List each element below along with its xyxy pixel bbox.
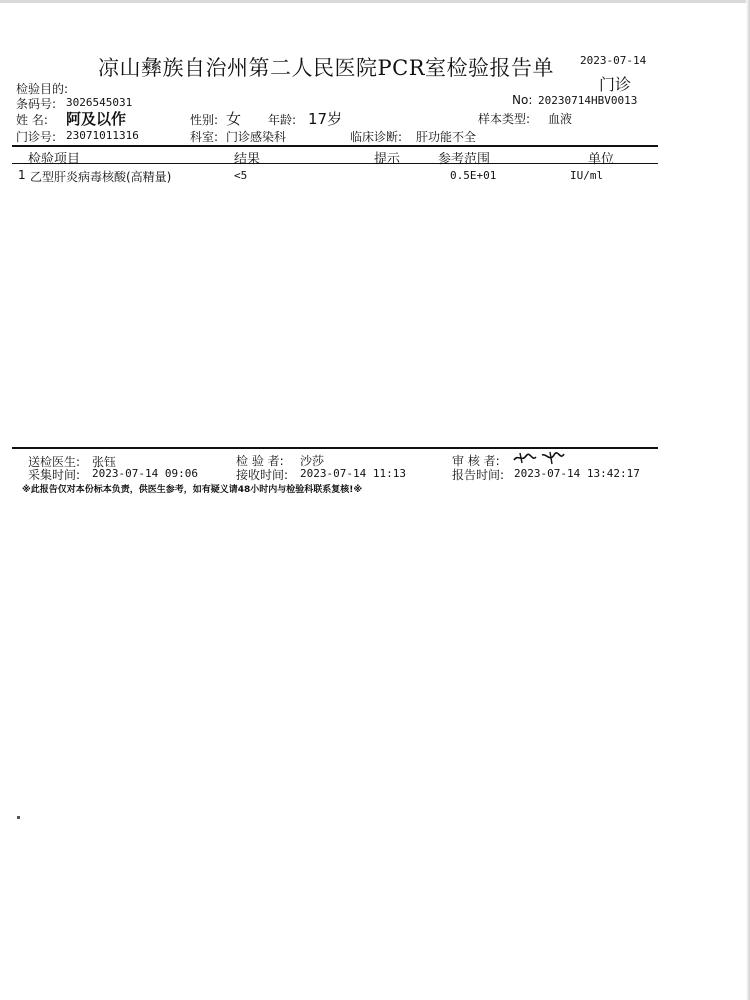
barcode-label: 条码号: [16, 97, 57, 111]
header-hint: 提示 [374, 152, 401, 167]
patient-name: 阿及以作 [66, 110, 127, 128]
receive-time-value: 2023-07-14 11:13 [300, 467, 406, 480]
collect-time-value: 2023-07-14 09:06 [92, 467, 198, 480]
reviewer-signature [512, 450, 568, 466]
reviewer-label: 审 核 者: [452, 454, 500, 468]
report-no-value: 20230714HBV0013 [538, 94, 638, 107]
scan-edge-top [0, 0, 750, 3]
patient-age: 17岁 [308, 110, 343, 128]
row-result: <5 [234, 169, 248, 182]
scan-edge-right [746, 0, 750, 1000]
outpatient-no-label: 门诊号: [16, 130, 57, 144]
sample-type-label: 样本类型: [478, 112, 531, 126]
test-purpose-label: 检验目的: [16, 82, 69, 96]
receive-time-label: 接收时间: [236, 468, 289, 482]
department-value: 门诊感染科 [226, 130, 287, 144]
row-unit: IU/ml [570, 169, 604, 182]
disclaimer-note: ※此报告仅对本份标本负责，供医生参考，如有疑义请48小时内与检验科联系复核!※ [22, 485, 363, 495]
footer-rule [12, 447, 658, 449]
report-time-label: 报告时间: [452, 468, 505, 482]
tester-label: 检 验 者: [236, 454, 284, 468]
header-unit: 单位 [588, 152, 615, 167]
barcode-value: 3026545031 [66, 96, 133, 109]
header-reference: 参考范围 [438, 152, 491, 167]
report-no-label: No: [512, 93, 533, 107]
row-index: 1 [18, 168, 26, 182]
header-result: 结果 [234, 152, 261, 167]
name-label: 姓 名: [16, 113, 48, 127]
patient-gender: 女 [226, 110, 242, 128]
outpatient-no-value: 23071011316 [66, 129, 139, 142]
header-item: 检验项目 [28, 152, 81, 167]
sample-type-value: 血液 [548, 112, 573, 126]
tester-value: 沙莎 [300, 454, 325, 468]
diagnosis-label: 临床诊断: [350, 130, 403, 144]
gender-label: 性别: [190, 113, 219, 127]
age-label: 年龄: [268, 113, 297, 127]
report-date: 2023-07-14 [580, 54, 647, 67]
diagnosis-value: 肝功能不全 [416, 130, 477, 144]
sender-value: 张钰 [92, 455, 117, 469]
department-label: 科室: [190, 130, 219, 144]
row-item: 乙型肝炎病毒核酸(高精量) [30, 170, 172, 184]
report-time-value: 2023-07-14 13:42:17 [514, 467, 640, 480]
department-type: 门诊 [599, 75, 632, 94]
sender-label: 送检医生: [28, 455, 81, 469]
scan-speck [17, 816, 20, 819]
collect-time-label: 采集时间: [28, 468, 81, 482]
row-reference: 0.5E+01 [450, 169, 497, 182]
report-title: 凉山彝族自治州第二人民医院PCR室检验报告单 [98, 56, 555, 80]
table-header-rule [12, 163, 658, 164]
table-top-rule [12, 145, 658, 147]
